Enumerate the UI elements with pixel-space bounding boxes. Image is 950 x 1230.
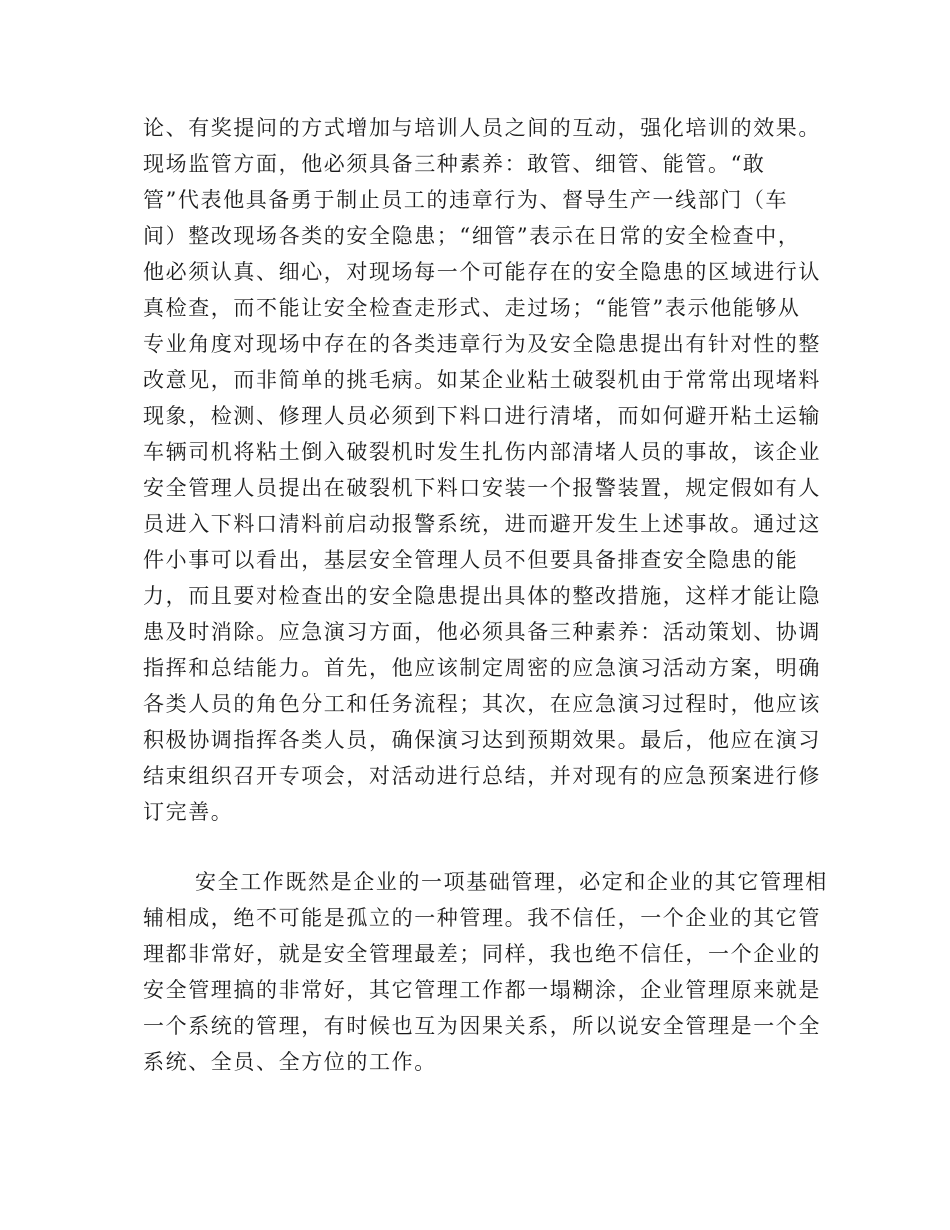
text-line: 专业角度对现场中存在的各类违章行为及安全隐患提出有针对性的整: [143, 332, 821, 356]
text-line: 他必须认真、细心，对现场每一个可能存在的安全隐患的区域进行认: [143, 260, 821, 284]
paragraph-2: [143, 864, 828, 1080]
text-line: 员进入下料口清料前启动报警系统，进而避开发生上述事故。通过这: [143, 512, 821, 536]
paragraph-1: [143, 110, 821, 830]
text-line: 真检查，而不能让安全检查走形式、走过场；“能管”表示他能够从: [143, 296, 801, 320]
text-line: 安全管理人员提出在破裂机下料口安装一个报警装置，规定假如有人: [143, 476, 821, 500]
text-line: 间）整改现场各类的安全隐患；“细管”表示在日常的安全检查中，: [143, 224, 801, 248]
text-line: 辅相成，绝不可能是孤立的一种管理。我不信任，一个企业的其它管: [143, 906, 821, 930]
text-line: 力，而且要对检查出的安全隐患提出具体的整改措施，这样才能让隐: [143, 584, 821, 608]
text-line: 各类人员的角色分工和任务流程；其次，在应急演习过程时，他应该: [143, 692, 821, 716]
text-line: 改意见，而非简单的挑毛病。如某企业粘土破裂机由于常常出现堵料: [143, 368, 821, 392]
text-line: 现象，检测、修理人员必须到下料口进行清堵，而如何避开粘土运输: [143, 404, 821, 428]
text-line: 管”代表他具备勇于制止员工的违章行为、督导生产一线部门（车: [143, 188, 789, 212]
text-line: 理都非常好，就是安全管理最差；同样，我也绝不信任，一个企业的: [143, 942, 821, 966]
text-line: 订完善。: [143, 800, 234, 824]
text-line: 车辆司机将粘土倒入破裂机时发生扎伤内部清堵人员的事故，该企业: [143, 440, 821, 464]
text-line: 安全工作既然是企业的一项基础管理，必定和企业的其它管理相: [195, 870, 828, 894]
text-line: 指挥和总结能力。首先，他应该制定周密的应急演习活动方案，明确: [143, 656, 821, 680]
text-line: 安全管理搞的非常好，其它管理工作都一塌糊涂，企业管理原来就是: [143, 978, 821, 1002]
text-line: 论、有奖提问的方式增加与培训人员之间的互动，强化培训的效果。: [143, 116, 821, 140]
text-line: 件小事可以看出，基层安全管理人员不但要具备排查安全隐患的能: [143, 548, 799, 572]
text-line: 患及时消除。应急演习方面，他必须具备三种素养：活动策划、协调: [143, 620, 821, 644]
text-line: 现场监管方面，他必须具备三种素养：敢管、细管、能管。“敢: [143, 152, 766, 176]
text-line: 积极协调指挥各类人员，确保演习达到预期效果。最后，他应在演习: [143, 728, 821, 752]
text-line: 结束组织召开专项会，对活动进行总结，并对现有的应急预案进行修: [143, 764, 821, 788]
text-line: 系统、全员、全方位的工作。: [143, 1050, 437, 1074]
text-line: 一个系统的管理，有时候也互为因果关系，所以说安全管理是一个全: [143, 1014, 821, 1038]
